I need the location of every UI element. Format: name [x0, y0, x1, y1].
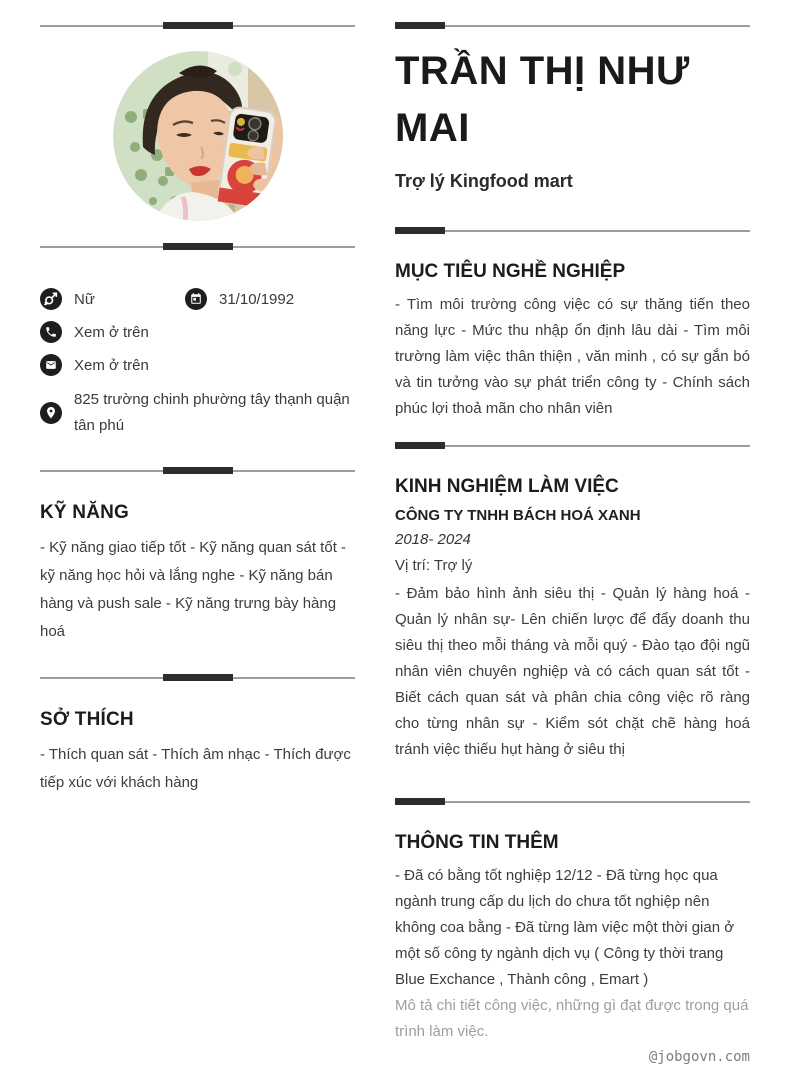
divider — [40, 467, 355, 474]
email-value: Xem ở trên — [74, 356, 149, 374]
birthday-item — [185, 288, 294, 310]
contact-row-gender-birthday — [40, 288, 355, 310]
contact-row-address — [40, 387, 355, 439]
hobbies-section — [40, 709, 355, 797]
additional-heading: THÔNG TIN THÊM — [395, 832, 559, 853]
experience-section — [395, 476, 750, 763]
address-item — [40, 387, 355, 439]
birthday-value: 31/10/1992 — [219, 290, 295, 308]
watermark: @jobgovn.com — [648, 1049, 750, 1065]
calendar-icon — [185, 288, 207, 310]
gender-value: Nữ — [74, 290, 95, 308]
experience-position: Vị trí: Trợ lý — [395, 557, 473, 574]
experience-period: 2018- 2024 — [395, 531, 471, 548]
phone-item — [40, 321, 149, 343]
phone-value: Xem ở trên — [74, 323, 149, 341]
objective-heading: MỤC TIÊU NGHỀ NGHIỆP — [395, 261, 626, 282]
right-column — [395, 22, 750, 1045]
contact-info — [40, 288, 355, 439]
email-item — [40, 354, 149, 376]
experience-heading: KINH NGHIỆM LÀM VIỆC — [395, 476, 619, 497]
additional-note: Mô tả chi tiết công việc, những gì đạt được trong quá trình làm việc. — [395, 997, 749, 1040]
gender-icon — [40, 288, 62, 310]
contact-row-phone — [40, 321, 355, 343]
candidate-name: TRẦN THỊ NHƯ MAI — [395, 49, 690, 150]
experience-body: - Đảm bảo hình ảnh siêu thị - Quản lý hàng hoá - Quản lý nhân sự- Lên chiến lược để đẩy doanh thu siêu thị theo mỗi tháng và mỗi quý - Đào tạo đội ngũ nhân viên chuyên nghiệp và có cách quan sát tốt - Biết cách quan sát và phân chia công việc rõ ràng cho từng nhân sự - Kiểm sót chặt chẽ hàng hoá tránh việc thiếu hụt hàng ở siêu thị — [395, 585, 750, 758]
skills-heading: KỸ NĂNG — [40, 502, 130, 523]
profile-photo-image — [113, 51, 283, 221]
divider — [40, 674, 355, 681]
divider — [395, 227, 750, 234]
skills-body: - Kỹ năng giao tiếp tốt - Kỹ năng quan sát tốt - kỹ năng học hỏi và lắng nghe - Kỹ năng bán hàng và push sale - Kỹ năng trưng bày hàng hoá — [40, 539, 347, 640]
additional-body: - Đã có bằng tốt nghiệp 12/12 - Đã từng học qua ngành trung cấp du lịch do chưa tốt nghiệp nên không coa bằng - Đã từng làm việc một thời gian ở một số công ty ngành dịch vụ ( Công ty thời trang Blue Exchance , Thành công , Emart ) — [395, 867, 735, 988]
gender-item — [40, 288, 185, 310]
hobbies-heading: SỞ THÍCH — [40, 709, 134, 730]
location-icon — [40, 402, 62, 424]
contact-row-email — [40, 354, 355, 376]
phone-icon — [40, 321, 62, 343]
experience-company: CÔNG TY TNHH BÁCH HOÁ XANH — [395, 507, 641, 524]
divider — [395, 798, 750, 805]
left-column — [40, 22, 355, 1045]
additional-info-section — [395, 832, 750, 1045]
divider — [395, 442, 750, 449]
divider — [40, 243, 355, 250]
skills-section — [40, 502, 355, 646]
profile-photo — [113, 51, 283, 221]
job-title: Trợ lý Kingfood mart — [395, 171, 573, 191]
address-value: 825 trường chinh phường tây thạnh quận tân phú — [74, 391, 350, 434]
objective-section — [395, 261, 750, 422]
divider — [40, 22, 355, 29]
email-icon — [40, 354, 62, 376]
objective-body: - Tìm môi trường công việc có sự thăng tiến theo năng lực - Mức thu nhập ổn định lâu dài - Tìm môi trường làm việc thân thiện , văn minh , có sự gắn bó và tin tưởng vào sự phát triển công ty - Chính sách phúc lợi thoả mãn cho nhân viên — [395, 296, 750, 417]
divider — [395, 22, 750, 29]
hobbies-body: - Thích quan sát - Thích âm nhạc - Thích được tiếp xúc với khách hàng — [40, 746, 351, 791]
